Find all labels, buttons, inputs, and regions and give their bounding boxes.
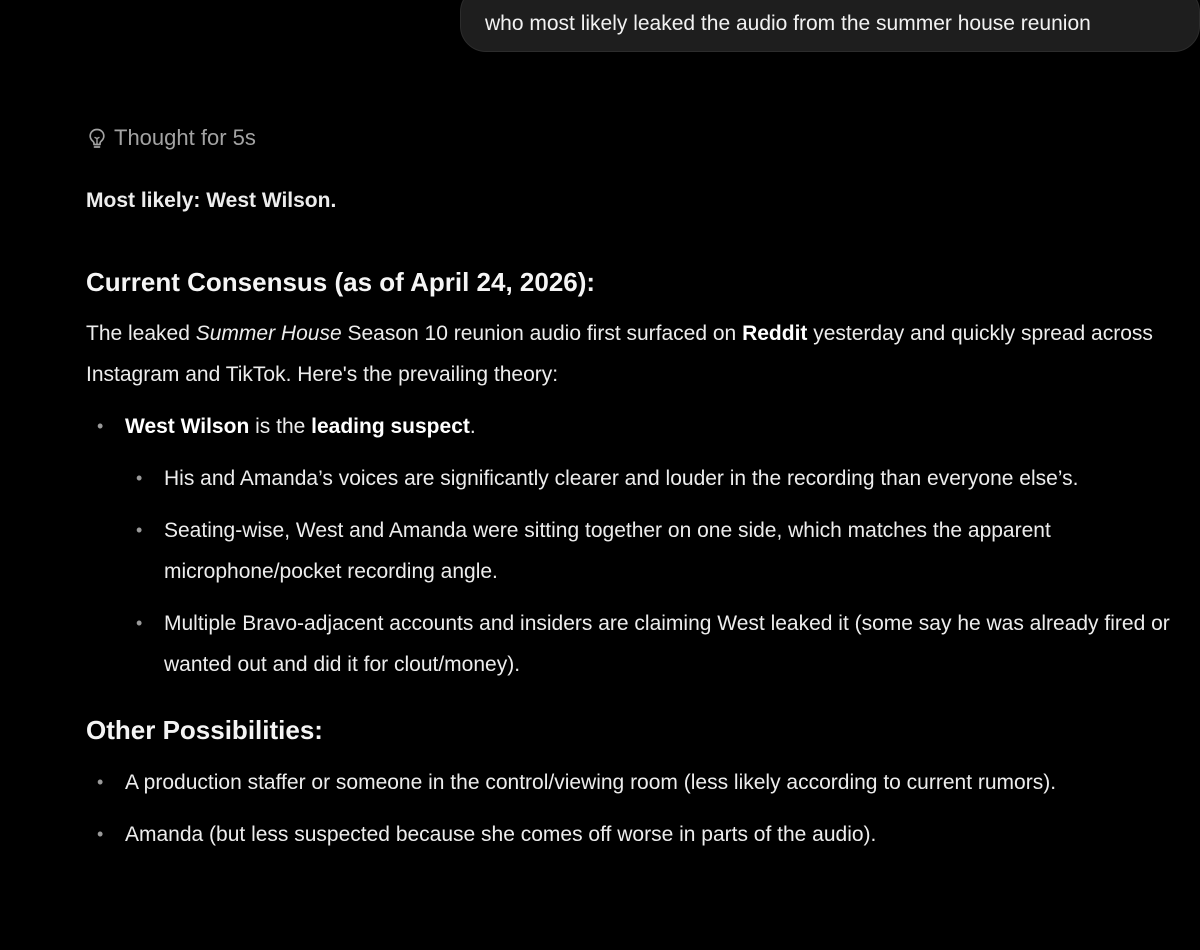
user-message-bubble <box>460 0 1200 52</box>
list-item <box>86 762 1186 803</box>
list-item-text: Multiple Bravo-adjacent accounts and insiders are claiming West leaked it (some say he was already fired or wanted out and did it for clout/money). <box>164 612 1170 676</box>
user-message-text: who most likely leaked the audio from the summer house reunion <box>485 12 1091 35</box>
answer-lead: Most likely: West Wilson. <box>86 189 337 212</box>
bullet-dot: • <box>97 824 104 844</box>
source-name: Reddit <box>742 322 808 345</box>
section-heading-consensus: Current Consensus (as of April 24, 2026): <box>86 267 596 297</box>
intro-text: The leaked <box>86 322 196 345</box>
bullet-dot: • <box>136 520 143 540</box>
assistant-response <box>86 180 1186 855</box>
list-item-text: Seating-wise, West and Amanda were sitting together on one side, which matches the apparent microphone/pocket recording angle. <box>164 519 1051 583</box>
section-heading-other: Other Possibilities: <box>86 715 323 745</box>
list-item <box>125 510 1186 592</box>
show-title: Summer House <box>195 322 342 345</box>
thought-toggle[interactable] <box>86 122 256 154</box>
bullet-dot: • <box>97 416 104 436</box>
list-item <box>125 603 1186 685</box>
list-item-text: A production staffer or someone in the control/viewing room (less likely according to current rumors). <box>125 771 1057 794</box>
list-item-text: His and Amanda’s voices are significantly clearer and louder in the recording than everyone else’s. <box>164 467 1079 490</box>
other-possibilities-list <box>86 762 1186 855</box>
intro-text: yesterday and quickly spread across Instagram and TikTok. Here's the prevailing theory: <box>86 322 1153 386</box>
list-item-text: Amanda (but less suspected because she comes off worse in parts of the audio). <box>125 823 877 846</box>
list-item <box>86 406 1186 685</box>
list-item <box>86 814 1186 855</box>
list-item-text: is the <box>249 415 312 438</box>
suspect-status: leading suspect <box>311 415 470 438</box>
bullet-dot: • <box>97 772 104 792</box>
thought-label: Thought for 5s <box>114 125 256 150</box>
intro-text: Season 10 reunion audio first surfaced on <box>341 322 743 345</box>
bullet-dot: • <box>136 468 143 488</box>
lightbulb-icon <box>86 126 108 150</box>
bullet-dot: • <box>136 613 143 633</box>
list-item <box>125 458 1186 499</box>
consensus-intro <box>86 313 1186 395</box>
consensus-list <box>86 406 1186 685</box>
suspect-name: West Wilson <box>125 415 250 438</box>
evidence-list <box>125 458 1186 685</box>
list-item-text: . <box>469 415 476 438</box>
